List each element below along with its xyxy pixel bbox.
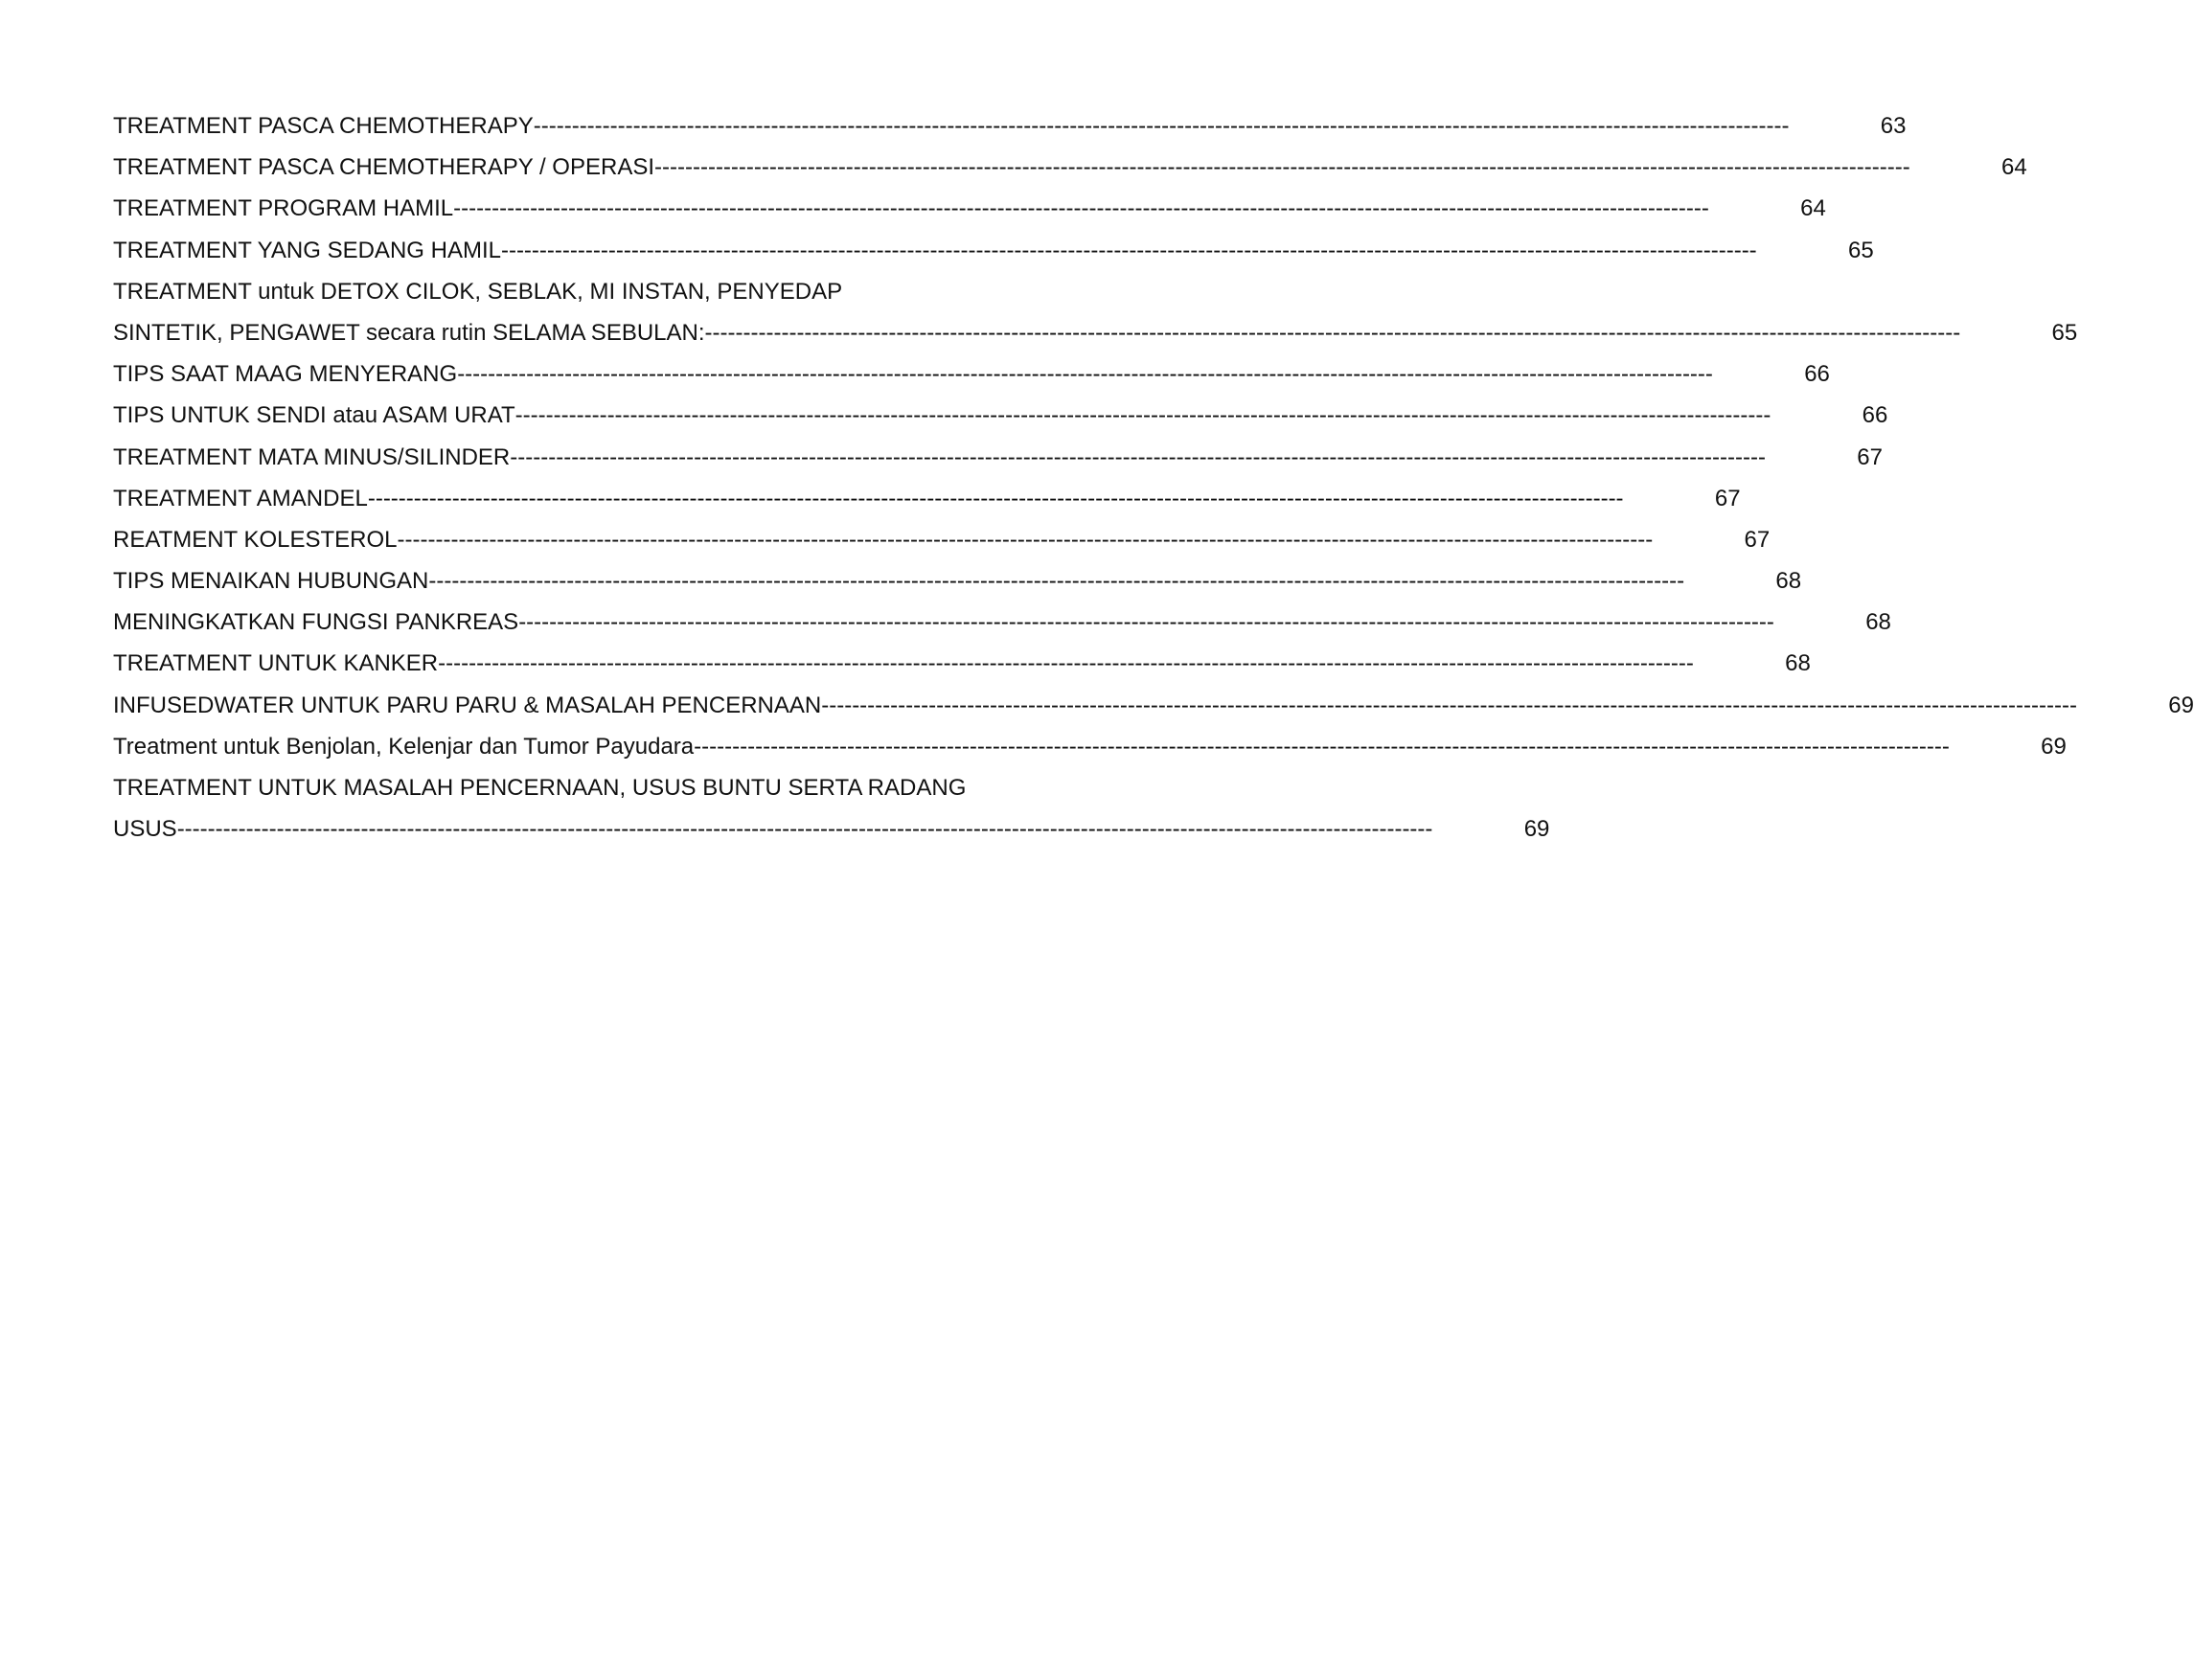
toc-entry-title: TIPS UNTUK SENDI atau ASAM URAT (113, 402, 515, 429)
toc-entry-title: TREATMENT AMANDEL (113, 485, 368, 511)
toc-entry[interactable] (113, 685, 2194, 726)
toc-leader-dots: -------------------------------------------------------------------------------------------------------------------------------------------------------------------- (533, 113, 1790, 139)
toc-entry[interactable] (113, 602, 1891, 643)
toc-entry-title: REATMENT KOLESTEROL (113, 526, 398, 553)
toc-leader-dots: -------------------------------------------------------------------------------------------------------------------------------------------------------------------- (694, 733, 1950, 760)
toc-entry[interactable] (113, 353, 1830, 395)
toc-entry[interactable] (113, 560, 1802, 602)
toc-entry[interactable] (113, 519, 1771, 560)
toc-entry-title: USUS (113, 816, 177, 843)
toc-entry-title: TREATMENT YANG SEDANG HAMIL (113, 237, 501, 263)
toc-entry[interactable] (113, 312, 2078, 353)
toc-page-number: 64 (2001, 154, 2027, 181)
toc-entry[interactable] (113, 437, 1883, 478)
toc-entry[interactable] (113, 478, 1741, 519)
toc-page-number: 68 (1865, 609, 1891, 636)
toc-entry-title: TREATMENT MATA MINUS/SILINDER (113, 443, 511, 470)
toc-leader-dots: -------------------------------------------------------------------------------------------------------------------------------------------------------------------- (453, 195, 1709, 222)
toc-page-number: 66 (1804, 361, 1830, 388)
toc-page-number: 68 (1775, 568, 1802, 595)
toc-page-number: 67 (1714, 485, 1741, 511)
toc-entry[interactable] (113, 726, 2067, 767)
toc-page-number: 69 (2041, 733, 2067, 760)
toc-entry-title: MENINGKATKAN FUNGSI PANKREAS (113, 609, 519, 636)
toc-page-number: 65 (1847, 237, 1874, 263)
toc-entry-title: TREATMENT UNTUK MASALAH PENCERNAAN, USUS BUNTU SERTA RADANG (113, 775, 967, 801)
toc-entry-title: TREATMENT PASCA CHEMOTHERAPY / OPERASI (113, 154, 654, 181)
toc-page-number: 67 (1744, 526, 1771, 553)
toc-entry[interactable] (113, 105, 1907, 147)
toc-entry-title: Treatment untuk Benjolan, Kelenjar dan Tumor Payudara (113, 733, 695, 760)
table-of-contents (113, 105, 2194, 850)
toc-leader-dots: -------------------------------------------------------------------------------------------------------------------------------------------------------------------- (654, 154, 1910, 181)
toc-leader-dots: -------------------------------------------------------------------------------------------------------------------------------------------------------------------- (821, 692, 2077, 718)
toc-entry-title: INFUSEDWATER UNTUK PARU PARU & MASALAH PENCERNAAN (113, 692, 822, 718)
toc-leader-dots: -------------------------------------------------------------------------------------------------------------------------------------------------------------------- (457, 361, 1713, 388)
toc-page-number: 66 (1862, 402, 1888, 429)
toc-leader-dots: -------------------------------------------------------------------------------------------------------------------------------------------------------------------- (500, 237, 1757, 263)
toc-entry-title: TREATMENT PROGRAM HAMIL (113, 195, 454, 222)
toc-leader-dots: -------------------------------------------------------------------------------------------------------------------------------------------------------------------- (518, 609, 1774, 636)
toc-leader-dots: -------------------------------------------------------------------------------------------------------------------------------------------------------------------- (397, 526, 1654, 553)
toc-entry[interactable] (113, 188, 1826, 229)
toc-entry[interactable] (113, 808, 1550, 850)
toc-entry-first-line[interactable] (113, 271, 1132, 312)
toc-page-number: 69 (1523, 816, 1550, 843)
toc-entry[interactable] (113, 230, 1874, 271)
toc-leader-dots: -------------------------------------------------------------------------------------------------------------------------------------------------------------------- (438, 650, 1694, 677)
toc-entry-title: SINTETIK, PENGAWET secara rutin SELAMA SEBULAN: (113, 319, 705, 346)
toc-leader-dots: -------------------------------------------------------------------------------------------------------------------------------------------------------------------- (514, 402, 1771, 429)
toc-leader-dots: -------------------------------------------------------------------------------------------------------------------------------------------------------------------- (510, 443, 1766, 470)
toc-leader-dots: -------------------------------------------------------------------------------------------------------------------------------------------------------------------- (367, 485, 1624, 511)
toc-page-number: 67 (1857, 443, 1883, 470)
toc-page-number: 64 (1800, 195, 1826, 222)
toc-entry-first-line[interactable] (113, 767, 1132, 808)
toc-entry-title: TREATMENT PASCA CHEMOTHERAPY (113, 113, 534, 139)
toc-leader-dots: -------------------------------------------------------------------------------------------------------------------------------------------------------------------- (176, 816, 1433, 843)
toc-entry-title: TREATMENT untuk DETOX CILOK, SEBLAK, MI INSTAN, PENYEDAP (113, 278, 843, 305)
toc-entry[interactable] (113, 395, 1888, 436)
toc-page-number: 65 (2051, 319, 2078, 346)
toc-entry-title: TIPS MENAIKAN HUBUNGAN (113, 568, 429, 595)
toc-entry-title: TIPS SAAT MAAG MENYERANG (113, 361, 458, 388)
toc-page-number: 69 (2168, 692, 2194, 718)
toc-page-number: 68 (1785, 650, 1811, 677)
toc-entry[interactable] (113, 643, 1811, 684)
toc-leader-dots: -------------------------------------------------------------------------------------------------------------------------------------------------------------------- (428, 568, 1685, 595)
toc-entry-title: TREATMENT UNTUK KANKER (113, 650, 439, 677)
toc-leader-dots: -------------------------------------------------------------------------------------------------------------------------------------------------------------------- (704, 319, 1961, 346)
toc-entry[interactable] (113, 147, 2027, 188)
toc-page-number: 63 (1880, 113, 1907, 139)
